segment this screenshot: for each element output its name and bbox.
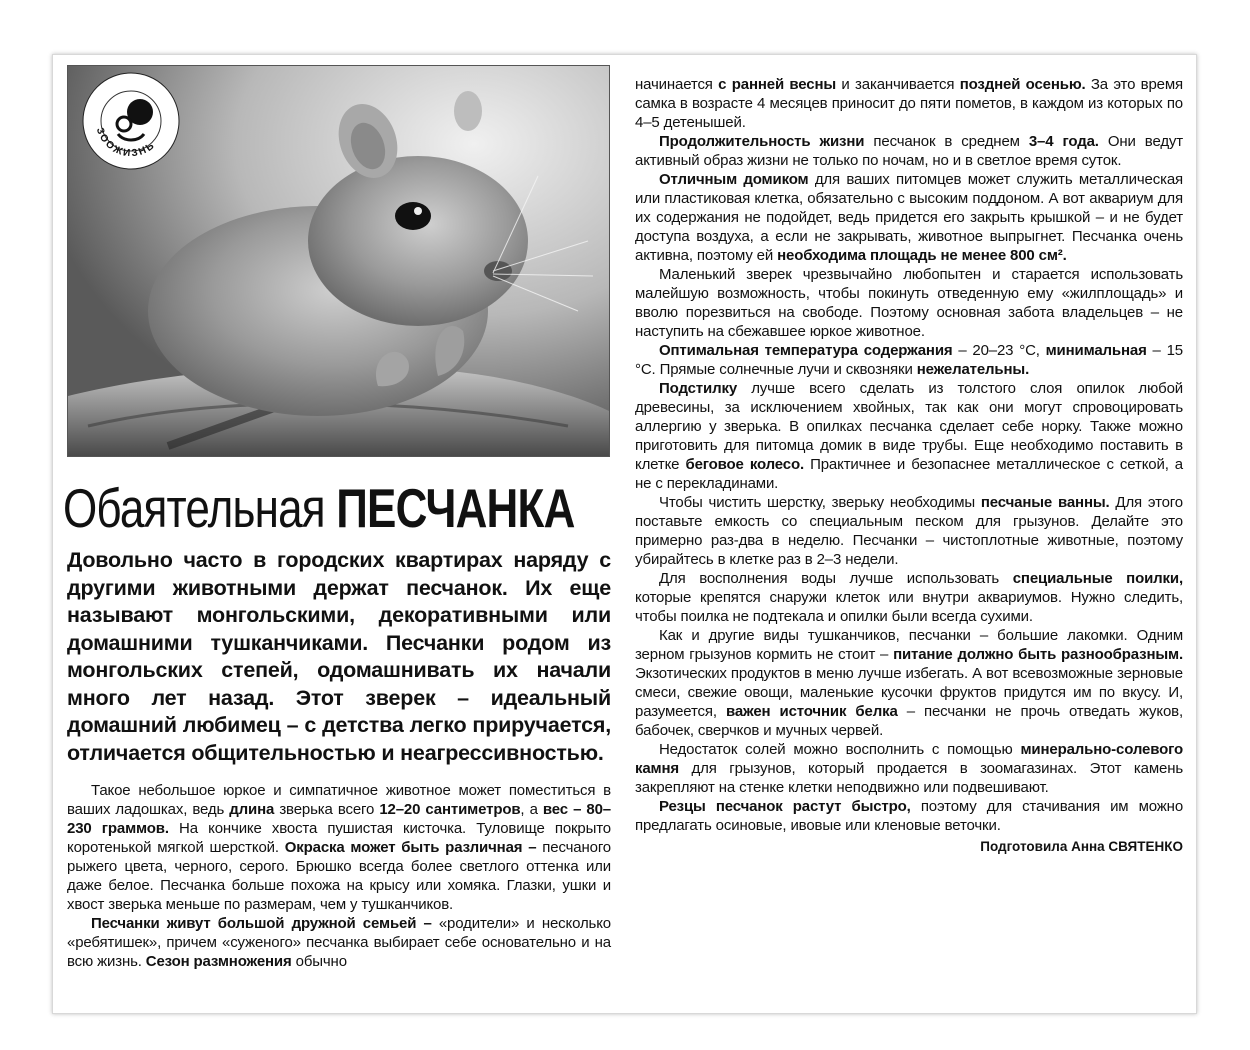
bold-text: необходима площадь не менее 800 см². bbox=[777, 247, 1067, 264]
text-run: для грызунов, который продается в зоомагазинах. Этот камень закрепляют на стенке клетки неподвижно или подвешивают. bbox=[635, 760, 1183, 796]
bold-text: Продолжительность жизни bbox=[659, 133, 865, 150]
paragraph bbox=[635, 569, 1183, 626]
bold-text: Резцы песчанок растут быстро, bbox=[659, 798, 911, 815]
paragraph bbox=[635, 75, 1183, 132]
bold-text: Сезон размножения bbox=[145, 953, 292, 970]
text-run: Как и другие виды тушканчиков, песчанки – большие лакомки. Одним зерном грызунов кормить не стоит – bbox=[635, 627, 1183, 663]
paragraph bbox=[635, 797, 1183, 835]
text-run: Практичнее и безопаснее металлическое с сеткой, а не с перекладинами. bbox=[635, 456, 1183, 492]
bold-text: Оптимальная температура содержания bbox=[659, 342, 953, 359]
bold-text: песчаные ванны. bbox=[980, 494, 1110, 511]
text-run: и заканчивается bbox=[836, 76, 960, 93]
text-run: На кончике хвоста пушистая кисточка. Туловище покрыто коротенькой мягкой шерсткой. bbox=[67, 820, 611, 856]
text-run: обычно bbox=[291, 953, 347, 970]
bold-text: вес – 80–230 граммов. bbox=[67, 801, 611, 837]
text-run: – песчанки не прочь отведать жуков, бабочек, сверчков и мучных червей. bbox=[635, 703, 1183, 739]
text-run: песчаного рыжего цвета, черного, серого. Брюшко всегда более светлого оттенка или даже белое. Песчанка больше похожа на крысу или хомяка. Глазки, ушки и хвост зверька меньше по размерам, чем у тушканчиков. bbox=[67, 839, 611, 913]
bold-text: Отличным домиком bbox=[659, 171, 809, 188]
right-column bbox=[635, 75, 1183, 854]
text-run: Маленький зверек чрезвычайно любопытен и старается использовать малейшую возможность, чтобы покинуть отведенную ему «жилплощадь» и вволю порезвиться на свободе. Поэтому основная забота владельцев – не наступить на сбежавшее юркое животное. bbox=[635, 266, 1183, 340]
text-run: песчанок в среднем bbox=[864, 133, 1029, 150]
text-run: Они ведут активный образ жизни не только по ночам, но и в светлое время суток. bbox=[635, 133, 1183, 169]
paragraph bbox=[635, 626, 1183, 740]
author-signature: Подготовила Анна СВЯТЕНКО bbox=[980, 839, 1183, 854]
text-run: , а bbox=[520, 801, 543, 818]
bold-text: беговое колесо. bbox=[685, 456, 805, 473]
text-run: для ваших питомцев может служить металлическая или пластиковая клетка, обязательно с высоким поддоном. А вот аквариум для их содержания не подойдет, ведь придется его закрыть крышкой – и не будет доступа воздуха, а если не закрывать, животное выпрыгнет. Песчанка очень активна, поэтому ей bbox=[635, 171, 1183, 264]
text-run: Недостаток солей можно восполнить с помощью bbox=[659, 741, 1021, 758]
bold-text: специальные поилки, bbox=[1012, 570, 1183, 587]
bold-text: Окраска может быть различная – bbox=[284, 839, 537, 856]
headline bbox=[63, 477, 575, 539]
bold-text: с ранней весны bbox=[718, 76, 837, 93]
paragraph bbox=[635, 341, 1183, 379]
bold-text: важен источник белка bbox=[725, 703, 898, 720]
text-run: Чтобы чистить шерстку, зверьку необходимы bbox=[659, 494, 981, 511]
bold-text: минерально-солевого камня bbox=[635, 741, 1183, 777]
paragraph bbox=[67, 914, 611, 971]
text-run: поэтому для стачивания им можно предлагать осиновые, ивовые или кленовые веточки. bbox=[635, 798, 1184, 834]
paragraph bbox=[635, 379, 1183, 493]
bold-text: минимальная bbox=[1045, 342, 1147, 359]
paragraph bbox=[635, 740, 1183, 797]
text-run: Экзотических продуктов в меню лучше избегать. А вот всевозможные зерновые смеси, свежие овощи, маленькие кусочки фруктов придутся им по вкусу. И, разумеется, bbox=[635, 665, 1183, 720]
svg-text:ЗООЖИЗНЬ: ЗООЖИЗНЬ bbox=[93, 126, 158, 160]
bold-text: 12–20 сантиметров bbox=[379, 801, 521, 818]
text-run: – 15 °С. Прямые солнечные лучи и сквозняки bbox=[635, 342, 1183, 378]
paragraph bbox=[635, 493, 1183, 569]
paragraph bbox=[67, 781, 611, 914]
bold-text: питание должно быть разнообразным. bbox=[893, 646, 1183, 663]
right-body-text bbox=[635, 75, 1183, 835]
bold-text: Песчанки живут большой дружной семьей – bbox=[91, 915, 432, 932]
text-run: Такое небольшое юркое и симпатичное животное может поместиться в ваших ладошках, ведь bbox=[67, 782, 611, 818]
text-run: которые крепятся снаружи клеток или внутри аквариумов. Нужно следить, чтобы поилка не подтекала и опилки были всегда сухими. bbox=[635, 589, 1183, 625]
newspaper-clipping bbox=[52, 54, 1197, 1014]
left-column bbox=[63, 65, 611, 971]
bold-text: 3–4 года. bbox=[1028, 133, 1099, 150]
bold-text: нежелательны. bbox=[916, 361, 1030, 378]
gerbil-photo bbox=[67, 65, 610, 457]
paragraph bbox=[635, 170, 1183, 265]
text-run: Для восполнения воды лучше использовать bbox=[659, 570, 1013, 587]
lead-paragraph: Довольно часто в городских квартирах наряду с другими животными держат песчанок. Их еще называют монгольскими, декоративными или домашними тушканчиками. Песчанки родом из монгольских степей, одомашнивать их начали много лет назад. Этот зверек – идеальный домашний любимец – с детства легко приручается, отличается общительностью и неагрессивностью. bbox=[67, 548, 611, 765]
text-run: – 20–23 °С, bbox=[952, 342, 1046, 359]
bold-text: Подстилку bbox=[659, 380, 738, 397]
bold-text: поздней осенью. bbox=[959, 76, 1086, 93]
headline-normal: Обаятельная bbox=[63, 477, 337, 539]
zoozhizn-logo bbox=[82, 72, 180, 170]
text-run: зверька всего bbox=[274, 801, 380, 818]
text-run: «родители» и несколько «ребятишек», причем «суженого» песчанка выбирает себе основательно и на всю жизнь. bbox=[67, 915, 611, 970]
paragraph bbox=[635, 265, 1183, 341]
text-run: лучше всего сделать из толстого слоя опилок любой древесины, за исключением хвойных, так как они могут спровоцировать аллергию у зверька. В опилках песчанка сделает себе норку. Также можно приготовить для питомца домик в виде трубы. Еще необходимо поставить в клетке bbox=[635, 380, 1183, 473]
headline-bold: ПЕСЧАНКА bbox=[336, 477, 575, 539]
text-run: Для этого поставьте емкость со специальным песком для грызунов. Делайте это примерно раз-два в неделю. Песчанки – чистоплотные животные, поэтому убирайтесь в клетке раз в 2–3 недели. bbox=[635, 494, 1183, 568]
paragraph bbox=[635, 132, 1183, 170]
text-run: За это время самка в возрасте 4 месяцев приносит до пяти пометов, в каждом из которых по 4–5 детенышей. bbox=[635, 76, 1184, 131]
left-body-text bbox=[67, 781, 611, 971]
bold-text: длина bbox=[229, 801, 275, 818]
text-run: начинается bbox=[635, 76, 719, 93]
